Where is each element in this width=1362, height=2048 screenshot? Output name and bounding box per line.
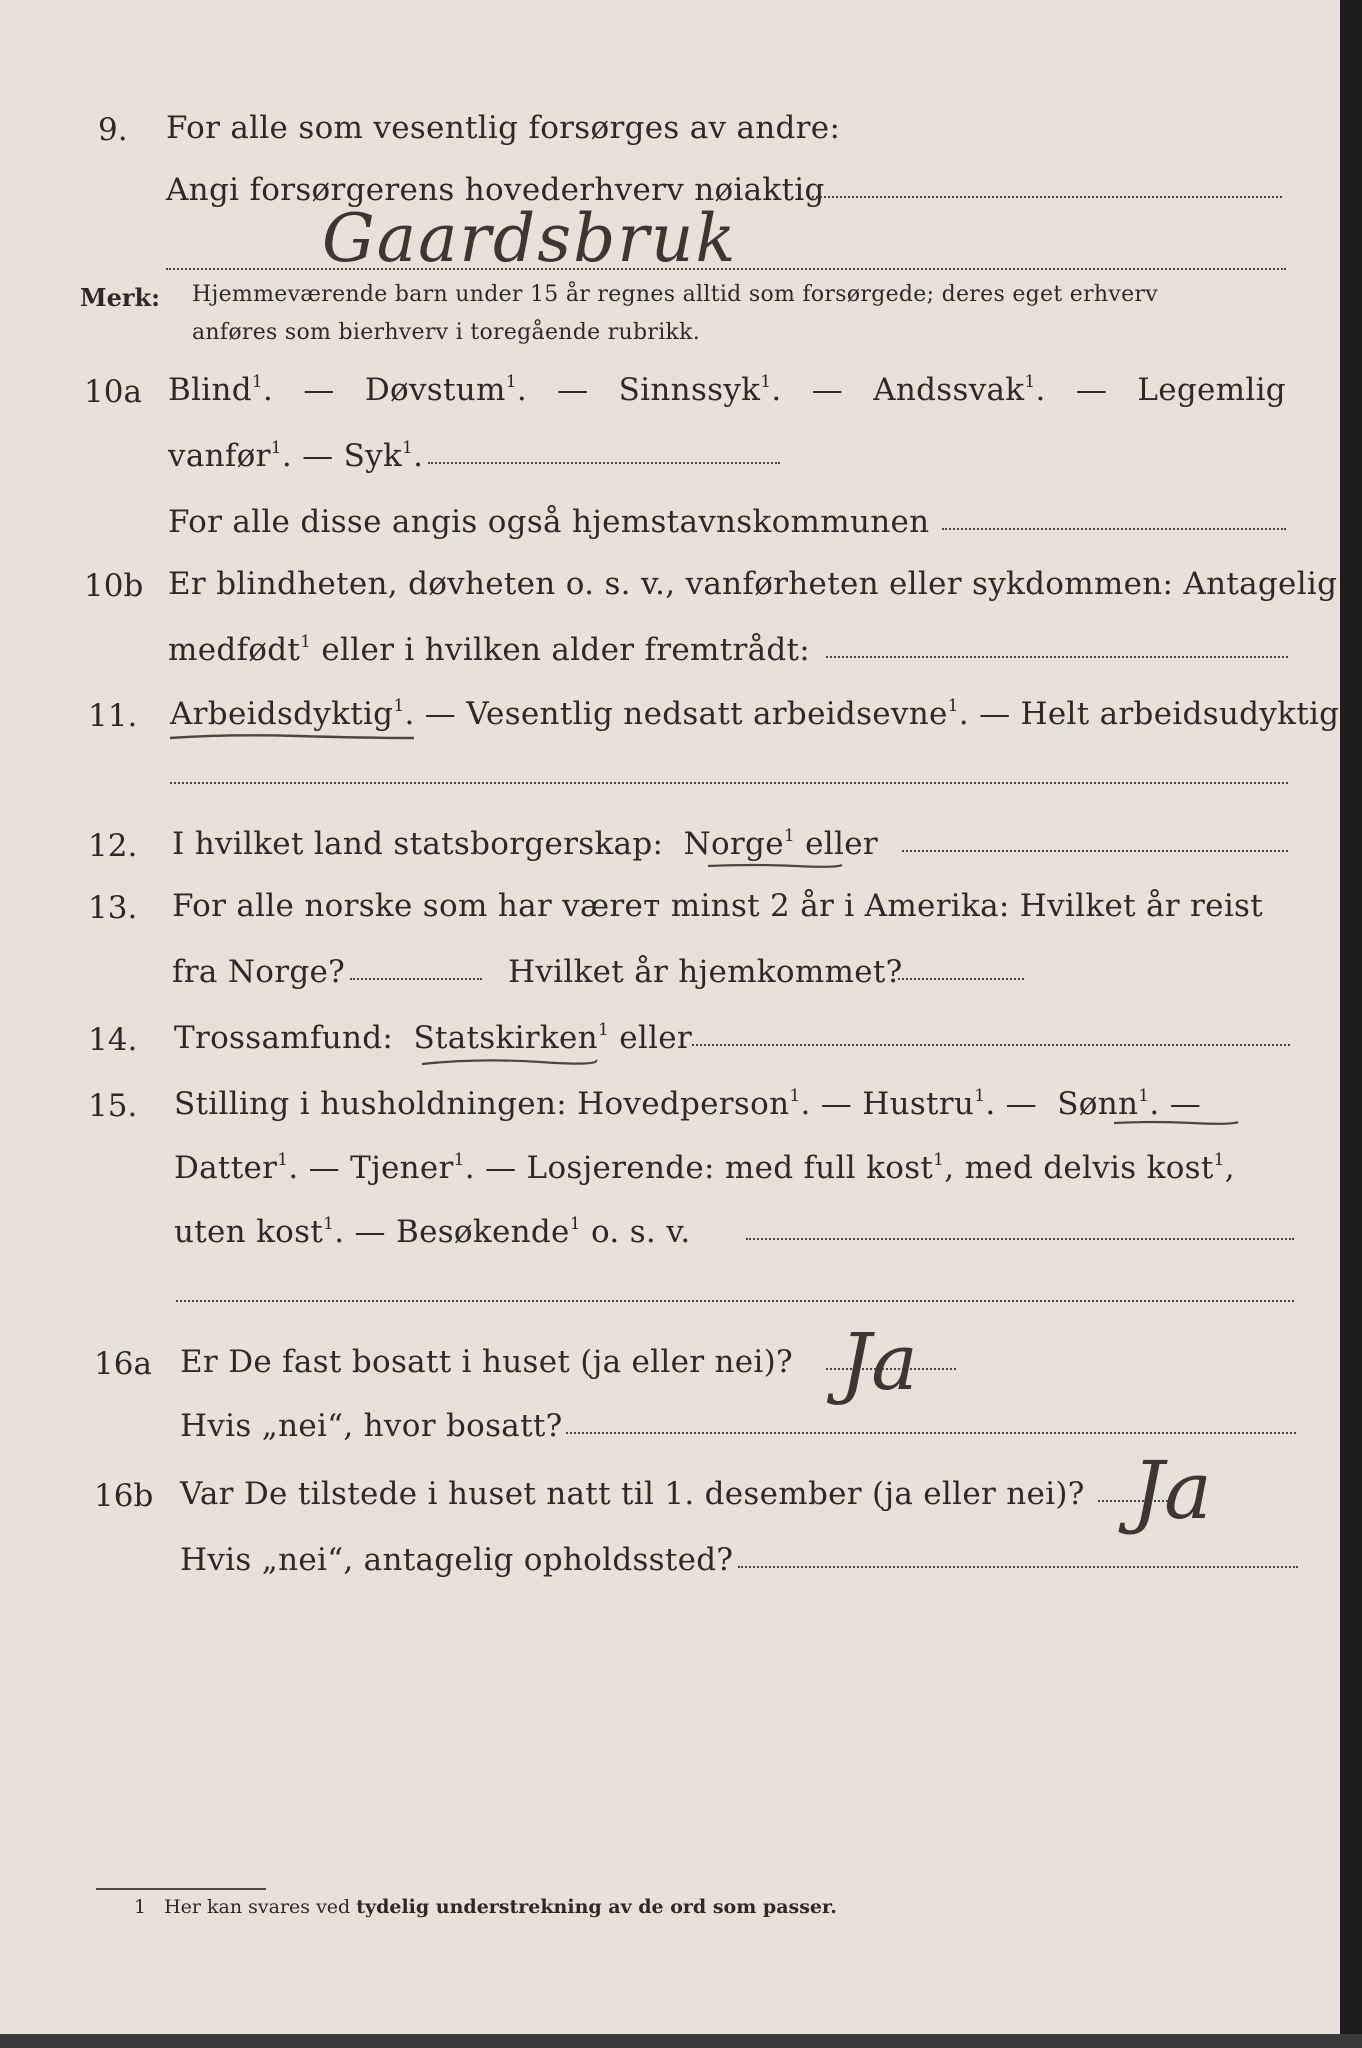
q14-line: Trossamfund: Statskirken$^1$ eller xyxy=(174,1020,693,1056)
q15-number: 15. xyxy=(88,1088,138,1124)
q16b-line1: Var De tilstede i huset natt til 1. desember (ja eller nei)? xyxy=(180,1476,1085,1512)
statskirken-underline xyxy=(420,1054,600,1070)
q12-number: 12. xyxy=(88,828,138,864)
q9-line2: Angi forsørgerens hovederhverv nøiaktig xyxy=(166,172,825,208)
q13-line2b: Hvilket år hjemkommet? xyxy=(508,954,903,990)
q10a-line1: Blind$^1$. — Døvstum$^1$. — Sinnssyk$^1$. — Andssvak$^1$. — Legemlig xyxy=(168,372,1286,408)
q10a-line3: For alle disse angis også hjemstavnskommunen xyxy=(168,504,930,540)
q16a-number: 16a xyxy=(94,1346,152,1382)
q10b-line2: medfødt$^1$ eller i hvilken alder fremtrådt: xyxy=(168,632,811,668)
q15-dots xyxy=(746,1238,1294,1240)
option-statskirken: Statskirken xyxy=(413,1020,598,1056)
q9-handwritten-answer: Gaardsbruk xyxy=(322,200,738,277)
q13-number: 13. xyxy=(88,890,138,926)
q16b-handwritten-answer: Ja xyxy=(1132,1444,1212,1537)
q10a-syk-dots xyxy=(428,462,780,464)
q16b-opholdssted-dots xyxy=(738,1566,1298,1568)
q16a-line2: Hvis „nei“, hvor bosatt? xyxy=(180,1408,563,1444)
q14-dots xyxy=(692,1044,1290,1046)
option-dovstum: Døvstum$^1$. xyxy=(364,372,527,408)
q12-dots xyxy=(902,850,1288,852)
q13-line2a: fra Norge? xyxy=(172,954,346,990)
norge-underline xyxy=(706,858,846,874)
option-blind: Blind$^1$. xyxy=(168,372,274,408)
q15-line3: uten kost$^1$. — Besøkende$^1$ o. s. v. xyxy=(174,1214,691,1250)
q10a-kommune-dots xyxy=(942,528,1286,530)
footnote: 1 Her kan svares ved tydelig understrekning av de ord som passer. xyxy=(134,1896,837,1918)
q14-number: 14. xyxy=(88,1022,138,1058)
option-sinnssyk: Sinnssyk$^1$. xyxy=(618,372,782,408)
q10b-line1: Er blindheten, døvheten o. s. v., vanførheten eller sykdommen: Antagelig xyxy=(168,566,1338,602)
q10a-number: 10a xyxy=(84,374,142,410)
q11-number: 11. xyxy=(88,698,138,734)
merk-line2: anføres som bierhverv i toregående rubrikk. xyxy=(192,320,701,345)
q12-line: I hvilket land statsborgerskap: Norge$^1$ eller xyxy=(172,826,878,862)
scan-edge-right xyxy=(1340,0,1362,2048)
option-arbeidsdyktig: Arbeidsdyktig xyxy=(170,696,394,732)
q13-line1: For alle norske som har væreт minst 2 år i Amerika: Hvilket år reist xyxy=(172,888,1264,924)
q15-dots-2 xyxy=(176,1300,1294,1302)
q16b-line2: Hvis „nei“, antagelig opholdssted? xyxy=(180,1542,734,1578)
sonn-underline xyxy=(1112,1116,1242,1130)
q13-hjemkommet-dots xyxy=(898,978,1024,980)
arbeidsdyktig-underline xyxy=(168,726,418,746)
q13-reist-dots xyxy=(350,978,482,980)
merk-label: Merk: xyxy=(80,283,160,312)
q16b-number: 16b xyxy=(94,1478,154,1514)
q16a-handwritten-answer: Ja xyxy=(840,1318,918,1408)
option-norge: Norge xyxy=(683,826,784,862)
option-andssvak: Andssvak$^1$. xyxy=(873,372,1046,408)
option-legemlig: Legemlig xyxy=(1137,372,1286,408)
q9-answer-line xyxy=(166,268,1286,270)
footnote-rule xyxy=(96,1888,266,1890)
q10b-dots xyxy=(826,656,1288,658)
q9-answer-dots xyxy=(812,196,1282,198)
q11-dots xyxy=(170,782,1288,784)
q16a-bosatt-dots xyxy=(566,1432,1296,1434)
q11-line: Arbeidsdyktig$^1$. — Vesentlig nedsatt arbeidsevne$^1$. — Helt arbeidsudyktig xyxy=(170,696,1340,732)
q15-line1: Stilling i husholdningen: Hovedperson$^1$. — Hustru$^1$. — Sønn$^1$. — xyxy=(174,1086,1202,1122)
scan-edge-bottom xyxy=(0,2034,1362,2048)
q10a-line2: vanfør$^1$. — Syk$^1$. xyxy=(168,438,424,474)
q15-line2: Datter$^1$. — Tjener$^1$. — Losjerende: med full kost$^1$, med delvis kost$^1$, xyxy=(174,1150,1235,1186)
q16a-line1: Er De fast bosatt i huset (ja eller nei)? xyxy=(180,1344,793,1380)
q9-number: 9. xyxy=(98,112,128,148)
q9-line1: For alle som vesentlig forsørges av andre: xyxy=(166,110,841,146)
q10b-number: 10b xyxy=(84,568,144,604)
option-sonn: Sønn xyxy=(1057,1086,1139,1122)
merk-line1: Hjemmeværende barn under 15 år regnes alltid som forsørgede; deres eget erhverv xyxy=(192,282,1158,307)
